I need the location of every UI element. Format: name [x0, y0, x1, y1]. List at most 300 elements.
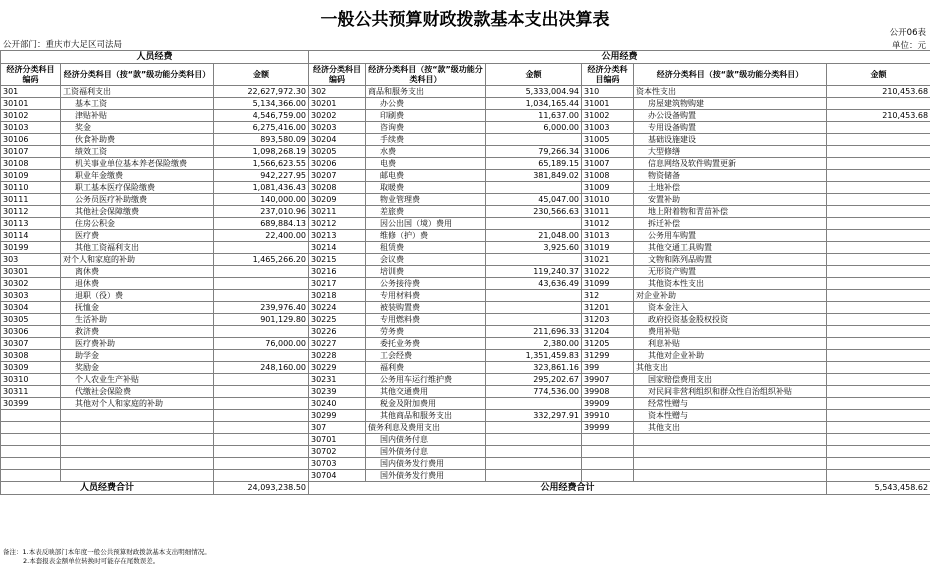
name-cell: 工资福利支出	[61, 86, 214, 98]
name-cell: 国外债务付息	[366, 446, 486, 458]
amount-cell	[214, 326, 309, 338]
code-cell: 30302	[1, 278, 61, 290]
name-cell	[61, 458, 214, 470]
code-cell: 30111	[1, 194, 61, 206]
name-cell: 电费	[366, 158, 486, 170]
code-cell: 31008	[582, 170, 634, 182]
table-row	[1, 458, 930, 470]
amount-cell	[214, 458, 309, 470]
code-cell: 30239	[309, 386, 366, 398]
amount-cell	[827, 374, 930, 386]
name-cell: 委托业务费	[366, 338, 486, 350]
amount-cell: 1,098,268.19	[214, 146, 309, 158]
amount-cell	[486, 398, 582, 410]
note-1: 备注：1.本表反映部门本年度一般公共预算财政拨款基本支出明细情况。	[3, 548, 211, 556]
table-row	[1, 386, 930, 398]
amount-cell	[827, 122, 930, 134]
amount-cell: 237,010.96	[214, 206, 309, 218]
code-cell: 31203	[582, 314, 634, 326]
name-cell: 商品和服务支出	[366, 86, 486, 98]
amount-cell	[827, 278, 930, 290]
amount-cell: 6,000.00	[486, 122, 582, 134]
table-row	[1, 374, 930, 386]
table-row	[1, 98, 930, 110]
amount-cell	[486, 422, 582, 434]
department-label: 公开部门：重庆市大足区司法局	[3, 40, 123, 50]
amount-cell	[214, 266, 309, 278]
name-cell: 抚恤金	[61, 302, 214, 314]
code-cell: 31001	[582, 98, 634, 110]
amount-cell	[486, 290, 582, 302]
name-cell: 退职（役）费	[61, 290, 214, 302]
table-row	[1, 206, 930, 218]
personnel-total-amount: 24,093,238.50	[214, 482, 309, 495]
amount-cell: 248,160.00	[214, 362, 309, 374]
name-cell: 其他资本性支出	[634, 278, 827, 290]
amount-cell	[214, 434, 309, 446]
amount-cell	[486, 314, 582, 326]
code-cell: 30199	[1, 242, 61, 254]
table-row	[1, 254, 930, 266]
name-cell: 地上附着物和青苗补偿	[634, 206, 827, 218]
name-cell: 其他对个人和家庭的补助	[61, 398, 214, 410]
code-cell: 31205	[582, 338, 634, 350]
amount-cell: 1,465,266.20	[214, 254, 309, 266]
code-cell: 39910	[582, 410, 634, 422]
code-cell: 30701	[309, 434, 366, 446]
code-cell: 30204	[309, 134, 366, 146]
code-cell: 301	[1, 86, 61, 98]
name-cell: 资本金注入	[634, 302, 827, 314]
name-cell: 国内债务发行费用	[366, 458, 486, 470]
code-cell: 30224	[309, 302, 366, 314]
amount-cell: 1,081,436.43	[214, 182, 309, 194]
code-cell: 31006	[582, 146, 634, 158]
amount-cell: 1,351,459.83	[486, 350, 582, 362]
amount-cell: 1,034,165.44	[486, 98, 582, 110]
name-cell: 经常性赠与	[634, 398, 827, 410]
amount-cell: 3,925.60	[486, 242, 582, 254]
table-row	[1, 182, 930, 194]
code-cell: 30212	[309, 218, 366, 230]
amount-cell	[214, 410, 309, 422]
section-personnel: 人员经费	[1, 51, 309, 64]
name-cell: 税金及附加费用	[366, 398, 486, 410]
table-row	[1, 218, 930, 230]
name-cell: 职业年金缴费	[61, 170, 214, 182]
name-cell	[61, 470, 214, 482]
amount-cell	[827, 398, 930, 410]
amount-cell	[827, 386, 930, 398]
code-cell: 31022	[582, 266, 634, 278]
code-cell: 30216	[309, 266, 366, 278]
amount-cell: 45,047.00	[486, 194, 582, 206]
amount-cell: 774,536.00	[486, 386, 582, 398]
code-cell: 30114	[1, 230, 61, 242]
header-amount: 金额	[214, 64, 309, 86]
code-cell: 39909	[582, 398, 634, 410]
code-cell: 31009	[582, 182, 634, 194]
name-cell: 资本性赠与	[634, 410, 827, 422]
name-cell: 奖励金	[61, 362, 214, 374]
table-row	[1, 398, 930, 410]
amount-cell	[827, 230, 930, 242]
code-cell: 30299	[309, 410, 366, 422]
code-cell: 31012	[582, 218, 634, 230]
code-cell: 31007	[582, 158, 634, 170]
amount-cell	[827, 458, 930, 470]
code-cell: 30201	[309, 98, 366, 110]
amount-cell: 893,580.09	[214, 134, 309, 146]
name-cell: 伙食补助费	[61, 134, 214, 146]
totals-row	[1, 482, 930, 495]
note-2: 2.本套报表金额单位转换时可能存在尾数误差。	[23, 557, 160, 565]
name-cell: 其他社会保障缴费	[61, 206, 214, 218]
amount-cell	[827, 410, 930, 422]
amount-cell: 22,627,972.30	[214, 86, 309, 98]
code-cell: 30308	[1, 350, 61, 362]
code-cell	[1, 446, 61, 458]
table-row	[1, 362, 930, 374]
amount-cell	[827, 266, 930, 278]
name-cell: 政府投资基金股权投资	[634, 314, 827, 326]
table-row	[1, 242, 930, 254]
amount-cell	[827, 362, 930, 374]
name-cell: 因公出国（境）费用	[366, 218, 486, 230]
table-row	[1, 326, 930, 338]
section-public: 公用经费	[309, 51, 930, 64]
code-cell	[582, 446, 634, 458]
table-row	[1, 146, 930, 158]
amount-cell: 295,202.67	[486, 374, 582, 386]
code-cell: 30240	[309, 398, 366, 410]
amount-cell	[214, 386, 309, 398]
amount-cell	[827, 470, 930, 482]
amount-cell	[827, 134, 930, 146]
amount-cell: 942,227.95	[214, 170, 309, 182]
name-cell: 办公设备购置	[634, 110, 827, 122]
amount-cell	[214, 374, 309, 386]
amount-cell: 239,976.40	[214, 302, 309, 314]
amount-cell	[486, 302, 582, 314]
code-cell: 39907	[582, 374, 634, 386]
amount-cell	[214, 422, 309, 434]
name-cell: 福利费	[366, 362, 486, 374]
name-cell: 印刷费	[366, 110, 486, 122]
amount-cell: 210,453.68	[827, 86, 930, 98]
name-cell: 被装购置费	[366, 302, 486, 314]
name-cell: 助学金	[61, 350, 214, 362]
code-cell: 30301	[1, 266, 61, 278]
name-cell: 维修（护）费	[366, 230, 486, 242]
name-cell: 办公费	[366, 98, 486, 110]
amount-cell	[214, 446, 309, 458]
amount-cell	[827, 254, 930, 266]
code-cell: 31005	[582, 134, 634, 146]
name-cell: 取暖费	[366, 182, 486, 194]
name-cell: 个人农业生产补贴	[61, 374, 214, 386]
code-cell: 31013	[582, 230, 634, 242]
name-cell: 其他交通工具购置	[634, 242, 827, 254]
code-cell: 30103	[1, 122, 61, 134]
name-cell	[634, 434, 827, 446]
name-cell: 其他支出	[634, 362, 827, 374]
amount-cell: 6,275,416.00	[214, 122, 309, 134]
unit-label: 单位：元	[891, 41, 926, 51]
table-row	[1, 434, 930, 446]
code-cell: 307	[309, 422, 366, 434]
amount-cell	[827, 218, 930, 230]
table-row	[1, 446, 930, 458]
name-cell: 其他对企业补助	[634, 350, 827, 362]
amount-cell	[827, 98, 930, 110]
name-cell: 公务用车运行维护费	[366, 374, 486, 386]
name-cell	[61, 410, 214, 422]
code-cell: 30305	[1, 314, 61, 326]
code-cell: 31002	[582, 110, 634, 122]
name-cell: 专用燃料费	[366, 314, 486, 326]
name-cell: 对企业补助	[634, 290, 827, 302]
name-cell: 奖金	[61, 122, 214, 134]
name-cell: 代缴社会保险费	[61, 386, 214, 398]
amount-cell: 79,266.34	[486, 146, 582, 158]
amount-cell	[827, 206, 930, 218]
code-cell: 30203	[309, 122, 366, 134]
amount-cell	[827, 182, 930, 194]
amount-cell	[214, 290, 309, 302]
code-cell	[582, 470, 634, 482]
page-title: 一般公共预算财政拨款基本支出决算表	[320, 10, 610, 30]
table-row	[1, 266, 930, 278]
code-cell: 30704	[309, 470, 366, 482]
code-cell: 31010	[582, 194, 634, 206]
code-cell: 30112	[1, 206, 61, 218]
header-name: 经济分类科目（按“款”级功能分类科目）	[366, 64, 486, 86]
personnel-total-label: 人员经费合计	[1, 482, 214, 495]
code-cell	[1, 470, 61, 482]
amount-cell: 119,240.37	[486, 266, 582, 278]
code-cell	[1, 458, 61, 470]
code-cell: 31011	[582, 206, 634, 218]
code-cell	[1, 422, 61, 434]
code-cell: 30218	[309, 290, 366, 302]
code-cell: 30202	[309, 110, 366, 122]
amount-cell: 4,546,759.00	[214, 110, 309, 122]
amount-cell: 65,189.15	[486, 158, 582, 170]
name-cell: 拆迁补偿	[634, 218, 827, 230]
amount-cell: 21,048.00	[486, 230, 582, 242]
amount-cell: 210,453.68	[827, 110, 930, 122]
code-cell	[1, 434, 61, 446]
amount-cell: 140,000.00	[214, 194, 309, 206]
code-cell: 30101	[1, 98, 61, 110]
code-cell	[582, 434, 634, 446]
code-cell: 30399	[1, 398, 61, 410]
public-total-amount: 5,543,458.62	[827, 482, 930, 495]
name-cell	[61, 422, 214, 434]
code-cell: 30703	[309, 458, 366, 470]
table-row	[1, 338, 930, 350]
code-cell: 30106	[1, 134, 61, 146]
amount-cell	[486, 446, 582, 458]
code-cell: 30226	[309, 326, 366, 338]
name-cell: 手续费	[366, 134, 486, 146]
table-row	[1, 86, 930, 98]
amount-cell	[827, 326, 930, 338]
name-cell: 劳务费	[366, 326, 486, 338]
table-row	[1, 350, 930, 362]
name-cell: 咨询费	[366, 122, 486, 134]
code-cell: 30213	[309, 230, 366, 242]
amount-cell	[486, 134, 582, 146]
name-cell: 土地补偿	[634, 182, 827, 194]
amount-cell	[486, 470, 582, 482]
table-row	[1, 422, 930, 434]
name-cell: 机关事业单位基本养老保险缴费	[61, 158, 214, 170]
amount-cell	[827, 350, 930, 362]
code-cell: 30307	[1, 338, 61, 350]
code-cell: 30228	[309, 350, 366, 362]
code-cell: 39908	[582, 386, 634, 398]
header-code: 经济分类科目编码	[309, 64, 366, 86]
table-row	[1, 158, 930, 170]
name-cell: 其他支出	[634, 422, 827, 434]
code-cell: 30205	[309, 146, 366, 158]
name-cell: 差旅费	[366, 206, 486, 218]
code-cell: 30217	[309, 278, 366, 290]
code-cell: 312	[582, 290, 634, 302]
name-cell: 救济费	[61, 326, 214, 338]
table-row	[1, 302, 930, 314]
code-cell: 30225	[309, 314, 366, 326]
amount-cell: 332,297.91	[486, 410, 582, 422]
name-cell: 生活补助	[61, 314, 214, 326]
code-cell: 30311	[1, 386, 61, 398]
name-cell: 绩效工资	[61, 146, 214, 158]
amount-cell: 689,884.13	[214, 218, 309, 230]
amount-cell	[214, 350, 309, 362]
amount-cell	[214, 278, 309, 290]
amount-cell: 901,129.80	[214, 314, 309, 326]
table-row	[1, 110, 930, 122]
code-cell: 303	[1, 254, 61, 266]
name-cell: 信息网络及软件购置更新	[634, 158, 827, 170]
name-cell: 水费	[366, 146, 486, 158]
name-cell: 国家赔偿费用支出	[634, 374, 827, 386]
code-cell: 30304	[1, 302, 61, 314]
amount-cell: 5,333,004.94	[486, 86, 582, 98]
code-cell: 30109	[1, 170, 61, 182]
code-cell: 31099	[582, 278, 634, 290]
name-cell: 物资储备	[634, 170, 827, 182]
amount-cell	[486, 458, 582, 470]
code-cell: 30102	[1, 110, 61, 122]
name-cell: 国内债务付息	[366, 434, 486, 446]
code-cell: 30702	[309, 446, 366, 458]
code-cell: 30206	[309, 158, 366, 170]
amount-cell: 43,636.49	[486, 278, 582, 290]
code-cell: 30227	[309, 338, 366, 350]
public-total-label: 公用经费合计	[309, 482, 827, 495]
header-name: 经济分类科目（按“款”级功能分类科目）	[634, 64, 827, 86]
name-cell: 对个人和家庭的补助	[61, 254, 214, 266]
code-cell: 30208	[309, 182, 366, 194]
code-cell: 30108	[1, 158, 61, 170]
name-cell: 资本性支出	[634, 86, 827, 98]
name-cell: 对民间非营利组织和群众性自治组织补贴	[634, 386, 827, 398]
table-row	[1, 314, 930, 326]
name-cell: 其他交通费用	[366, 386, 486, 398]
code-cell: 31299	[582, 350, 634, 362]
name-cell: 租赁费	[366, 242, 486, 254]
name-cell: 住房公积金	[61, 218, 214, 230]
amount-cell: 22,400.00	[214, 230, 309, 242]
table-row	[1, 170, 930, 182]
name-cell: 国外债务发行费用	[366, 470, 486, 482]
table-row	[1, 410, 930, 422]
amount-cell	[827, 434, 930, 446]
name-cell: 工会经费	[366, 350, 486, 362]
code-cell: 30107	[1, 146, 61, 158]
code-cell	[582, 458, 634, 470]
amount-cell: 5,134,366.00	[214, 98, 309, 110]
name-cell: 物业管理费	[366, 194, 486, 206]
code-cell: 30310	[1, 374, 61, 386]
amount-cell	[827, 314, 930, 326]
amount-cell: 76,000.00	[214, 338, 309, 350]
amount-cell: 381,849.02	[486, 170, 582, 182]
name-cell: 公务用车购置	[634, 230, 827, 242]
code-cell: 31021	[582, 254, 634, 266]
amount-cell	[214, 398, 309, 410]
table-row	[1, 194, 930, 206]
code-cell: 30229	[309, 362, 366, 374]
name-cell: 津贴补贴	[61, 110, 214, 122]
amount-cell	[827, 242, 930, 254]
table-row	[1, 122, 930, 134]
code-cell: 310	[582, 86, 634, 98]
name-cell	[634, 446, 827, 458]
code-cell: 30309	[1, 362, 61, 374]
table-row	[1, 470, 930, 482]
name-cell: 其他工资福利支出	[61, 242, 214, 254]
table-row	[1, 230, 930, 242]
code-cell: 30215	[309, 254, 366, 266]
amount-cell	[486, 218, 582, 230]
amount-cell	[486, 434, 582, 446]
header-code: 经济分类科目编码	[1, 64, 61, 86]
amount-cell	[214, 242, 309, 254]
name-cell: 退休费	[61, 278, 214, 290]
name-cell	[634, 458, 827, 470]
table-row	[1, 134, 930, 146]
name-cell: 房屋建筑物购建	[634, 98, 827, 110]
name-cell	[61, 434, 214, 446]
amount-cell: 11,637.00	[486, 110, 582, 122]
amount-cell	[827, 170, 930, 182]
amount-cell: 2,380.00	[486, 338, 582, 350]
name-cell: 会议费	[366, 254, 486, 266]
header-name: 经济分类科目（按“款”级功能分类科目）	[61, 64, 214, 86]
name-cell: 费用补贴	[634, 326, 827, 338]
name-cell: 基础设施建设	[634, 134, 827, 146]
name-cell: 医疗费补助	[61, 338, 214, 350]
amount-cell: 211,696.33	[486, 326, 582, 338]
name-cell: 安置补助	[634, 194, 827, 206]
name-cell	[61, 446, 214, 458]
amount-cell: 323,861.16	[486, 362, 582, 374]
name-cell: 公务接待费	[366, 278, 486, 290]
